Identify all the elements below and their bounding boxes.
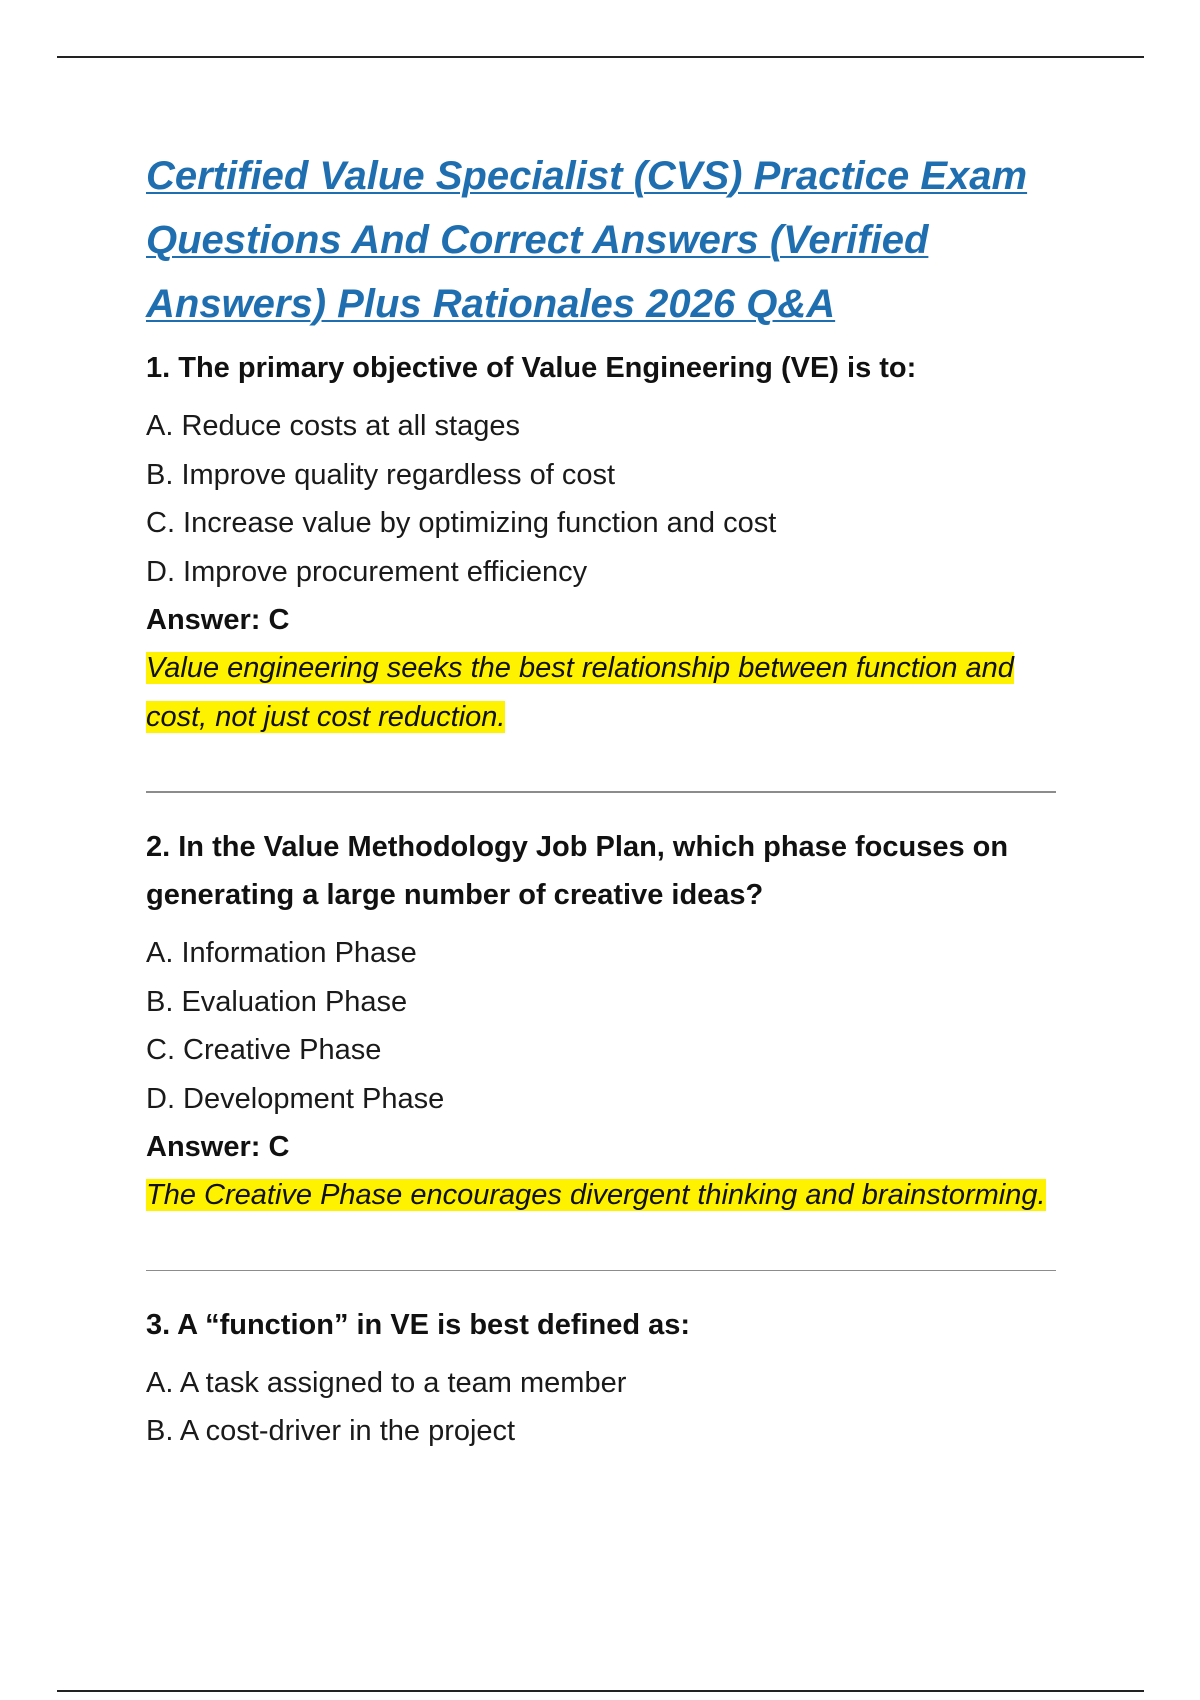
rationale-highlight: Value engineering seeks the best relationship between function and cost, not just cost reduction. [146, 652, 1014, 733]
question-1 [146, 344, 1066, 741]
footer-rule [57, 1690, 1144, 1692]
header-rule [57, 56, 1144, 58]
answer-label: Answer: C [146, 1131, 290, 1163]
question-2 [146, 823, 1066, 1220]
option-a: A. Reduce costs at all stages [146, 410, 520, 442]
question-separator [146, 791, 1056, 793]
question-text: 1. The primary objective of Value Engineering (VE) is to: [146, 352, 917, 384]
document-title: Certified Value Specialist (CVS) Practice Exam Questions And Correct Answers (Verified Answers) Plus Rationales 2026 Q&A [146, 154, 1028, 326]
rationale-highlight: The Creative Phase encourages divergent thinking and brainstorming. [146, 1179, 1046, 1211]
option-list [146, 1359, 1066, 1456]
option-c: C. Increase value by optimizing function and cost [146, 507, 777, 539]
option-a: A. Information Phase [146, 937, 417, 969]
answer-label: Answer: C [146, 604, 290, 636]
option-d: D. Improve procurement efficiency [146, 555, 588, 588]
question-separator [146, 1270, 1056, 1271]
question-text: 2. In the Value Methodology Job Plan, which phase focuses on generating a large number of creative ideas? [146, 831, 1009, 911]
option-list [146, 929, 1066, 1123]
option-d: D. Development Phase [146, 1082, 445, 1115]
option-list [146, 402, 1066, 596]
rationale [146, 1171, 1066, 1220]
question-text: 3. A “function” in VE is best defined as: [146, 1308, 691, 1341]
document-body [146, 144, 1066, 1456]
option-b: B. Improve quality regardless of cost [146, 458, 616, 491]
option-b: B. A cost-driver in the project [146, 1415, 516, 1447]
question-3 [146, 1301, 1066, 1456]
option-b: B. Evaluation Phase [146, 985, 408, 1018]
option-c: C. Creative Phase [146, 1034, 382, 1066]
rationale [146, 644, 1066, 741]
option-a: A. A task assigned to a team member [146, 1366, 627, 1399]
